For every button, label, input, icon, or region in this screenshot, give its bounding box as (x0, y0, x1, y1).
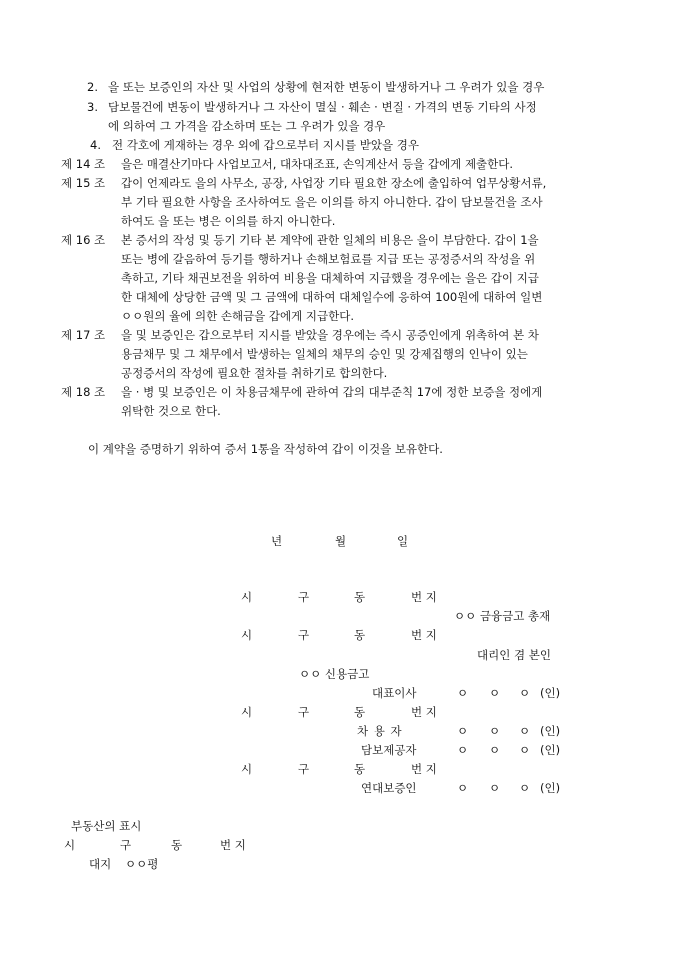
date-day: 일 (397, 534, 409, 548)
item-3-number: 3. (87, 100, 98, 114)
borrower-seal: (인) (540, 724, 561, 738)
date-year: 년 (271, 534, 283, 548)
joint-guarantor-title: 연대보증인 (361, 781, 417, 795)
article-16-line4: 한 대체에 상당한 금액 및 그 금액에 대하여 대체일수에 응하여 100원에 대하여 일변 (121, 290, 543, 304)
property-address-si: 시 (64, 838, 76, 852)
borrower-name-mark-1: ㅇ (457, 724, 469, 738)
address-1-dong: 동 (354, 590, 366, 604)
item-4-number: 4. (90, 138, 101, 152)
item-2-text: 을 또는 보증인의 자산 및 사업의 상황에 현저한 변동이 발생하거나 그 우려가 있을 경우 (108, 80, 545, 94)
article-16-line5: ㅇㅇ원의 율에 의한 손해금을 갑에게 지급한다. (121, 309, 355, 323)
item-4-text: 전 각호에 게재하는 경우 외에 갑으로부터 지시를 받았을 경우 (112, 138, 419, 152)
article-16-label: 제 16 조 (61, 233, 106, 247)
ceo-title: 대표이사 (372, 686, 417, 700)
collateral-seal: (인) (540, 743, 561, 757)
guarantor-seal: (인) (540, 781, 561, 795)
ceo-name-mark-3: ㅇ (519, 686, 531, 700)
article-15-line1: 갑이 언제라도 을의 사무소, 공장, 사업장 기타 필요한 장소에 출입하여 업무상황서류, (121, 176, 547, 190)
address-2-si: 시 (241, 628, 253, 642)
article-15-label: 제 15 조 (61, 176, 106, 190)
property-area: ㅇㅇ평 (125, 857, 159, 871)
address-3-dong: 동 (354, 705, 366, 719)
address-4-gu: 구 (298, 762, 310, 776)
address-3-beonji: 번 지 (411, 705, 437, 719)
collateral-provider-title: 담보제공자 (361, 743, 417, 757)
property-address-dong: 동 (171, 838, 183, 852)
collateral-name-mark-3: ㅇ (519, 743, 531, 757)
item-3-text-line2: 에 의하여 그 가격을 감소하며 또는 그 우려가 있을 경우 (108, 119, 386, 133)
guarantor-name-mark-3: ㅇ (519, 781, 531, 795)
article-14-text: 을은 매결산기마다 사업보고서, 대차대조표, 손익계산서 등을 갑에게 제출한다. (121, 157, 514, 171)
agent-principal: 대리인 겸 본인 (477, 648, 551, 662)
ceo-name-mark-1: ㅇ (457, 686, 469, 700)
article-17-line1: 을 및 보증인은 갑으로부터 지시를 받았을 경우에는 즉시 공증인에게 위촉하여 본 차 (121, 328, 539, 342)
address-2-beonji: 번 지 (411, 628, 437, 642)
date-month: 월 (335, 534, 347, 548)
bank-president: ㅇㅇ 금융금고 총재 (454, 609, 551, 623)
address-1-si: 시 (241, 590, 253, 604)
address-4-si: 시 (241, 762, 253, 776)
address-1-gu: 구 (298, 590, 310, 604)
item-2-number: 2. (87, 80, 98, 94)
ceo-seal: (인) (540, 686, 561, 700)
address-4-beonji: 번 지 (411, 762, 437, 776)
address-2-dong: 동 (354, 628, 366, 642)
address-4-dong: 동 (354, 762, 366, 776)
ceo-name-mark-2: ㅇ (489, 686, 501, 700)
article-15-line2: 부 기타 필요한 사항을 조사하여도 을은 이의를 하지 아니한다. 갑이 담보물건을 조사 (121, 195, 543, 209)
property-address-gu: 구 (120, 838, 132, 852)
closing-statement: 이 계약을 증명하기 위하여 증서 1통을 작성하여 갑이 이것을 보유한다. (88, 442, 443, 456)
article-17-line2: 용금채무 및 그 채무에서 발생하는 일체의 채무의 승인 및 강제집행의 인낙이 있는 (121, 347, 528, 361)
collateral-name-mark-1: ㅇ (457, 743, 469, 757)
article-16-line1: 본 증서의 작성 및 등기 기타 본 계약에 관한 일체의 비용은 을이 부담한다. 갑이 1을 (121, 233, 539, 247)
address-3-gu: 구 (298, 705, 310, 719)
article-14-label: 제 14 조 (61, 157, 106, 171)
guarantor-name-mark-2: ㅇ (489, 781, 501, 795)
article-15-line3: 하여도 을 또는 병은 이의를 하지 아니한다. (121, 214, 336, 228)
credit-union-name: ㅇㅇ 신용금고 (299, 667, 370, 681)
article-17-label: 제 17 조 (61, 328, 106, 342)
article-16-line2: 또는 병에 갈음하여 등기를 행하거나 손해보험료를 지급 또는 공정증서의 작성을 위 (121, 252, 536, 266)
collateral-name-mark-2: ㅇ (489, 743, 501, 757)
guarantor-name-mark-1: ㅇ (457, 781, 469, 795)
borrower-name-mark-3: ㅇ (519, 724, 531, 738)
address-2-gu: 구 (298, 628, 310, 642)
property-land-type: 대지 (89, 857, 112, 871)
borrower-title: 차 용 자 (357, 724, 403, 738)
address-3-si: 시 (241, 705, 253, 719)
property-address-beonji: 번 지 (220, 838, 246, 852)
article-16-line3: 촉하고, 기타 채권보전을 위하여 비용을 대체하여 지급했을 경우에는 을은 갑이 지급 (121, 271, 539, 285)
article-18-line2: 위탁한 것으로 한다. (121, 404, 221, 418)
article-18-label: 제 18 조 (61, 385, 106, 399)
article-18-line1: 을 · 병 및 보증인은 이 차용금채무에 관하여 갑의 대부준칙 17에 정한 보증을 정에게 (121, 385, 543, 399)
item-3-text-line1: 담보물건에 변동이 발생하거나 그 자산이 멸실 · 훼손 · 변질 · 가격의 변동 기타의 사정 (108, 100, 537, 114)
borrower-name-mark-2: ㅇ (489, 724, 501, 738)
address-1-beonji: 번 지 (411, 590, 437, 604)
property-heading: 부동산의 표시 (71, 819, 142, 833)
article-17-line3: 공정증서의 작성에 필요한 절차를 취하기로 합의한다. (121, 366, 388, 380)
